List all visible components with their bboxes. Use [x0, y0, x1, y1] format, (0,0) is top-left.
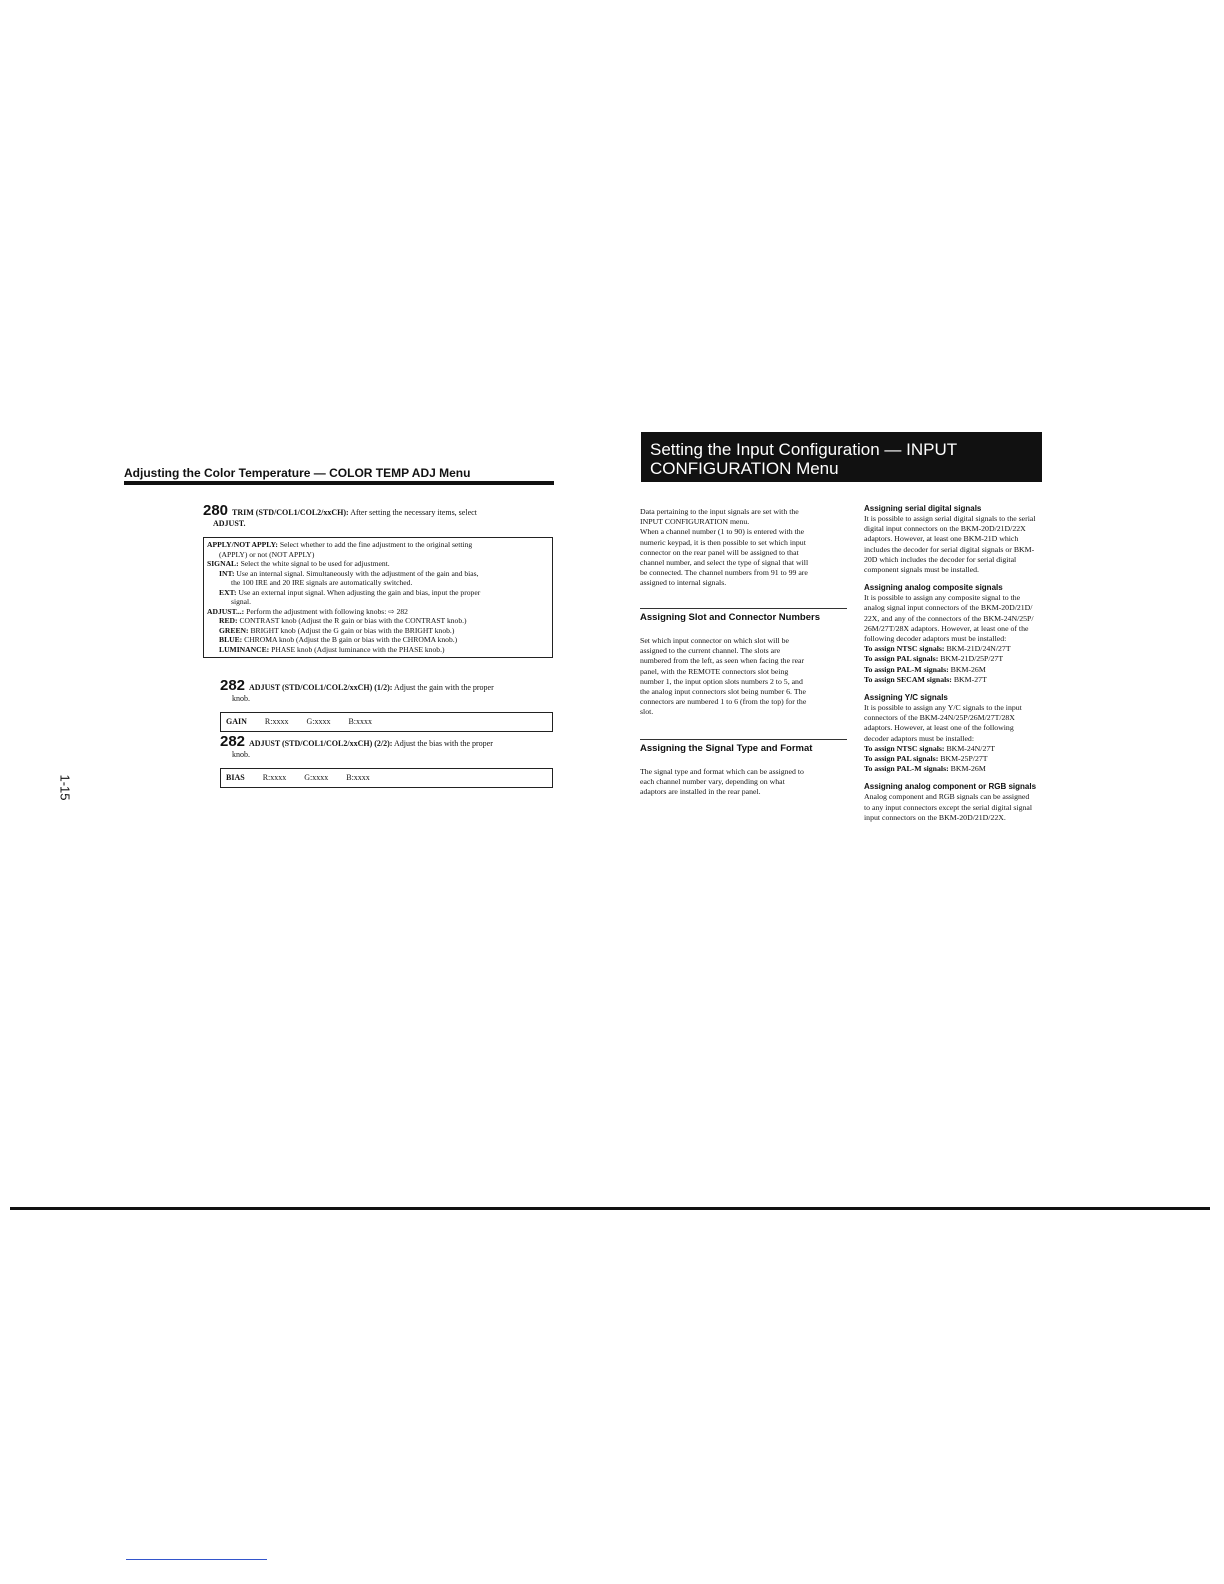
text-line: input connectors on the BKM-20D/21D/22X.: [864, 812, 1006, 822]
opt-label: EXT:: [219, 587, 237, 597]
opt-text: CHROMA knob (Adjust the B gain or bias with the CHROMA knob.): [244, 635, 458, 644]
opt-label: RED:: [219, 616, 238, 625]
opt-text: Perform the adjustment with following knobs: ⇨ 282: [246, 606, 408, 616]
text-line: be connected. The channel numbers from 91 to 99 are: [640, 568, 808, 578]
text-line: component signals must be installed.: [864, 565, 979, 575]
item-command: TRIM (STD/COL1/COL2/xxCH):: [232, 508, 349, 517]
gain-label: GAIN: [226, 717, 247, 726]
gain-values-box: [220, 712, 553, 732]
title-rule: [124, 481, 554, 485]
slot-paragraph: [640, 636, 845, 718]
banner-line-1: Setting the Input Configuration — INPUT: [650, 440, 958, 459]
text-line: includes the decoder for serial digital signals or BKM-: [864, 544, 1035, 554]
text-line: the analog input connectors slot being number 6. The: [640, 687, 806, 697]
item-text-2: knob.: [232, 750, 250, 759]
opt-text: (APPLY) or not (NOT APPLY): [219, 549, 315, 559]
gain-b: B:xxxx: [348, 717, 373, 726]
bias-label: BIAS: [226, 773, 245, 782]
text-line: Set which input connector on which slot will be: [640, 636, 789, 645]
assign-value: BKM-26M: [950, 764, 986, 774]
section-rule: [640, 608, 847, 609]
text-line: number 1, the input option slots numbers 2 to 5, and: [640, 676, 803, 686]
text-line: following decoder adaptors must be installed:: [864, 634, 1007, 644]
text-line: It is possible to assign serial digital signals to the serial: [864, 514, 1036, 523]
item-command: ADJUST (STD/COL1/COL2/xxCH) (1/2):: [249, 683, 393, 692]
opt-text: CONTRAST knob (Adjust the R gain or bias with the CONTRAST knob.): [239, 616, 467, 625]
opt-text: Use an external input signal. When adjusting the gain and bias, input the proper: [238, 587, 481, 597]
text-line: assigned to the current channel. The slots are: [640, 646, 781, 656]
assign-label: To assign PAL-M signals:: [864, 764, 949, 774]
text-line: The signal type and format which can be assigned to: [640, 767, 804, 776]
text-line: panel, with the REMOTE connectors slot being: [640, 666, 789, 676]
text-line: to any input connectors except the serial digital signal: [864, 802, 1033, 812]
text-line: digital input connectors on the BKM-20D/21D/22X: [864, 524, 1026, 534]
section-heading-signal-type: Assigning the Signal Type and Format: [640, 743, 813, 754]
text-line: It is possible to assign any Y/C signals to the input: [864, 703, 1022, 713]
assign-label: To assign NTSC signals:: [864, 644, 945, 654]
menu-item-282-gain: [220, 677, 553, 704]
opt-text: Select whether to add the fine adjustment to the original setting: [279, 540, 473, 549]
text-line: connectors are numbered 1 to 6 (from the top) for the: [640, 697, 807, 707]
subheading-yc: Assigning Y/C signals: [864, 693, 948, 703]
assign-value: BKM-26M: [950, 664, 986, 674]
opt-text: signal.: [231, 597, 252, 606]
section-title: Adjusting the Color Temperature — COLOR TEMP ADJ Menu: [124, 466, 471, 480]
footer-link-line: [126, 1559, 267, 1560]
assign-label: To assign SECAM signals:: [864, 674, 952, 684]
bias-b: B:xxxx: [346, 773, 370, 782]
text-line: numbered from the left, as seen when facing the rear: [640, 656, 805, 666]
page-number: 1-15: [57, 774, 73, 801]
text-line: adaptors. However, at least one BKM-21D which: [864, 534, 1019, 544]
text-line: decoder adaptors must be installed:: [864, 733, 974, 743]
text-line: assigned to internal signals.: [640, 578, 727, 588]
opt-label: APPLY/NOT APPLY:: [207, 540, 278, 549]
bias-g: G:xxxx: [304, 773, 329, 782]
item-number: 280: [203, 502, 229, 519]
bias-values-box: [220, 768, 553, 788]
assign-value: BKM-25P/27T: [940, 754, 988, 764]
assign-label: To assign PAL signals:: [864, 654, 939, 664]
text-line: slot.: [640, 707, 654, 717]
assign-value: BKM-21D/24N/27T: [946, 644, 1011, 654]
item-text: Adjust the bias with the proper: [394, 739, 493, 748]
subheading-serial: Assigning serial digital signals: [864, 504, 982, 513]
opt-text: PHASE knob (Adjust luminance with the PHASE knob.): [271, 644, 445, 654]
opt-label: INT:: [219, 568, 235, 578]
text-line: 20D which includes the decoder for serial digital: [864, 554, 1017, 564]
opt-label: BLUE:: [219, 635, 243, 644]
gain-r: R:xxxx: [264, 717, 289, 726]
banner-line-2: CONFIGURATION Menu: [650, 459, 839, 478]
text-line: numeric keypad, it is then possible to set which input: [640, 537, 806, 547]
assign-value: BKM-27T: [953, 674, 987, 684]
assign-value: BKM-21D/25P/27T: [940, 654, 1004, 664]
text-line: adaptors are installed in the rear panel.: [640, 787, 761, 797]
text-line: When a channel number (1 to 90) is entered with the: [640, 527, 805, 537]
item-command: ADJUST (STD/COL1/COL2/xxCH) (2/2):: [249, 739, 393, 748]
opt-text: Use an internal signal. Simultaneously with the adjustment of the gain and bias,: [236, 568, 479, 578]
item-number: 282: [220, 677, 246, 694]
assign-value: BKM-24N/27T: [946, 743, 995, 753]
opt-label: SIGNAL:: [207, 559, 239, 568]
text-line: channel number, and select the type of signal that will: [640, 558, 809, 568]
text-line: connectors of the BKM-24N/25P/26M/27T/28X: [864, 713, 1015, 723]
text-line: each channel number vary, depending on what: [640, 777, 785, 787]
text-line: Analog component and RGB signals can be assigned: [864, 792, 1030, 802]
signal-assign-column: [864, 504, 1074, 823]
subheading-composite: Assigning analog composite signals: [864, 583, 1003, 593]
text-line: 26M/27T/28X adaptors. However, at least one of the: [864, 623, 1029, 633]
text-line: 22X, and any of the connectors of the BKM-24N/25P/: [864, 613, 1034, 623]
opt-text: the 100 IRE and 20 IRE signals are automatically switched.: [231, 578, 413, 587]
item-command-2: ADJUST.: [213, 519, 246, 528]
section-heading-slot: Assigning Slot and Connector Numbers: [640, 612, 820, 623]
item-number: 282: [220, 733, 246, 750]
opt-text: BRIGHT knob (Adjust the G gain or bias with the BRIGHT knob.): [250, 625, 455, 635]
bias-r: R:xxxx: [262, 773, 287, 782]
opt-label: ADJUST...:: [207, 606, 245, 616]
text-line: connector on the rear panel will be assigned to that: [640, 547, 799, 557]
text-line: adaptors. However, at least one of the following: [864, 723, 1014, 733]
trim-options-box: [203, 537, 553, 658]
text-line: Data pertaining to the input signals are set with the: [640, 507, 799, 516]
signal-type-paragraph: [640, 767, 845, 798]
subheading-rgb: Assigning analog component or RGB signals: [864, 782, 1037, 792]
opt-label: GREEN:: [219, 625, 249, 635]
assign-label: To assign NTSC signals:: [864, 743, 945, 753]
assign-label: To assign PAL-M signals:: [864, 664, 949, 674]
text-line: INPUT CONFIGURATION menu.: [640, 517, 750, 527]
text-line: analog signal input connectors of the BKM-20D/21D/: [864, 603, 1033, 613]
opt-text: Select the white signal to be used for adjustment.: [240, 559, 390, 568]
item-text-2: knob.: [232, 694, 250, 703]
assign-label: To assign PAL signals:: [864, 754, 939, 764]
item-text: After setting the necessary items, select: [350, 508, 477, 517]
gain-g: G:xxxx: [306, 717, 331, 726]
section-banner: [641, 432, 1042, 482]
menu-item-280: [203, 502, 553, 529]
opt-label: LUMINANCE:: [219, 644, 270, 654]
page-bottom-rule: [10, 1207, 1210, 1210]
menu-item-282-bias: [220, 733, 553, 760]
section-rule: [640, 739, 847, 740]
text-line: It is possible to assign any composite signal to the: [864, 593, 1021, 603]
intro-paragraph: [640, 507, 845, 589]
item-text: Adjust the gain with the proper: [394, 683, 494, 692]
